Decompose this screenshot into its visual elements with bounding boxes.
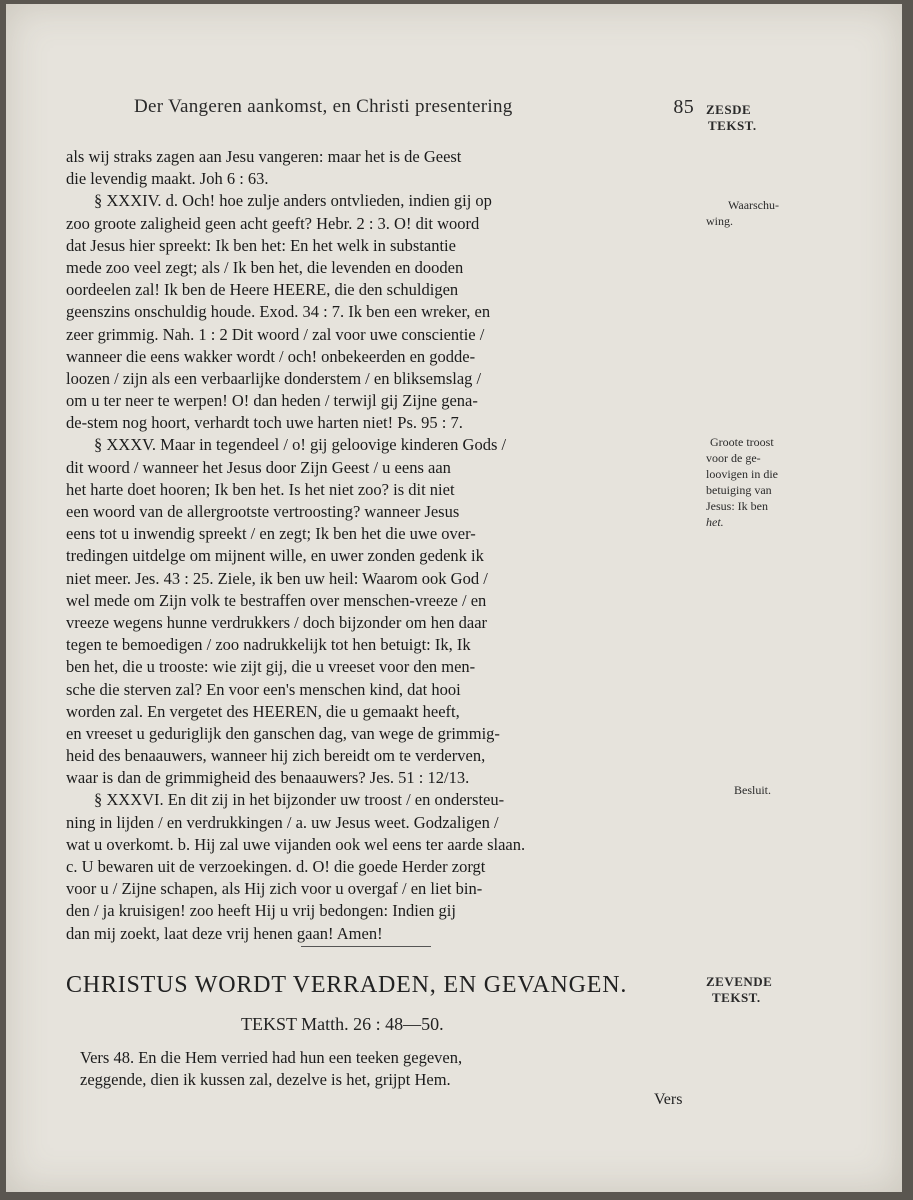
text-line: den / ja kruisigen! zoo heeft Hij u vrij bedongen: Indien gij: [66, 901, 456, 921]
margin-note-line: wing.: [706, 214, 733, 228]
margin-note-line: Jesus: Ik ben: [706, 499, 768, 513]
section-subtitle: TEKST Matth. 26 : 48—50.: [241, 1014, 444, 1034]
text-line: tegen te bemoedigen / zoo nadrukkelijk tot hen betuigt: Ik, Ik: [66, 635, 471, 655]
running-title: Der Vangeren aankomst, en Christi presentering: [134, 96, 513, 117]
text-line: § XXXIV. d. Och! hoe zulje anders ontvlieden, indien gij op: [94, 191, 492, 211]
text-line: wanneer die eens wakker wordt / och! onbekeerden en godde-: [66, 346, 476, 366]
text-line: mede zoo veel zegt; als / Ik ben het, die levenden en dooden: [66, 257, 464, 277]
margin-note-line: het.: [706, 515, 724, 529]
text-line: wat u overkomt. b. Hij zal uwe vijanden ook wel eens ter aarde slaan.: [66, 834, 526, 854]
text-line: om u ter neer te werpen! O! dan heden / terwijl gij Zijne gena-: [66, 391, 478, 411]
body-text: [66, 146, 698, 945]
margin-note-line: Groote troost: [710, 435, 774, 449]
catchword: Vers: [654, 1091, 683, 1108]
text-line: c. U bewaren uit de verzoekingen. d. O! die goede Herder zorgt: [66, 857, 486, 876]
text-line: wel mede om Zijn volk te bestraffen over menschen-vreeze / en: [66, 590, 487, 610]
text-line: tredingen uitdelge om mijnent wille, en uwer zonden gedenk ik: [66, 546, 484, 566]
verse-line: Vers 48. En die Hem verried had hun een teeken gegeven,: [80, 1048, 463, 1067]
page-number: 85: [673, 96, 694, 118]
text-line: een woord van de allergrootste vertroosting? wanneer Jesus: [66, 502, 460, 521]
text-line: dan mij zoekt, laat deze vrij henen gaan! Amen!: [66, 923, 383, 943]
text-line: als wij straks zagen aan Jesu vangeren: maar het is de Geest: [66, 147, 462, 166]
text-line: dat Jesus hier spreekt: Ik ben het: En het welk in substantie: [66, 235, 456, 255]
text-line: waar is dan de grimmigheid des benaauwers? Jes. 51 : 12/13.: [66, 768, 470, 788]
section-divider: [301, 946, 431, 947]
text-line: en vreeset u geduriglijk den ganschen dag, van wege de grimmig-: [66, 723, 500, 743]
text-line: vreeze wegens hunne verdrukkers / doch bijzonder om hen daar: [66, 612, 488, 632]
margin-note-groote-troost: [706, 434, 806, 530]
margin-note-line: TEKST.: [712, 990, 761, 1005]
text-line: heid des benaauwers, wanneer hij zich bereidt om te verderven,: [66, 746, 486, 766]
margin-note-line: voor de ge-: [706, 451, 761, 465]
text-line: de-stem nog hoort, verhardt toch uwe harten niet! Ps. 95 : 7.: [66, 413, 463, 433]
book-page: [6, 4, 902, 1192]
text-line: § XXXVI. En dit zij in het bijzonder uw troost / en ondersteu-: [94, 790, 505, 810]
margin-note-waarschuwing: [706, 197, 806, 229]
verse-line: zeggende, dien ik kussen zal, dezelve is het, grijpt Hem.: [80, 1070, 451, 1089]
text-line: zoo groote zaligheid geen acht geeft? Hebr. 2 : 3. O! dit woord: [66, 213, 480, 233]
text-line: het harte doet hooren; Ik ben het. Is het niet zoo? is dit niet: [66, 479, 455, 499]
text-line: ben het, die u trooste: wie zijt gij, die u vreeset voor den men-: [66, 657, 476, 677]
text-line: voor u / Zijne schapen, als Hij zich voor u overgaf / en liet bin-: [66, 879, 483, 899]
text-line: sche die sterven zal? En voor een's menschen kind, dat hooi: [66, 679, 461, 699]
text-line: geenszins onschuldig houde. Exod. 34 : 7. Ik ben een wreker, en: [66, 302, 491, 322]
text-line: niet meer. Jes. 43 : 25. Ziele, ik ben uw heil: Waarom ook God /: [66, 568, 488, 588]
text-line: loozen / zijn als een verbaarlijke donderstem / en bliksemslag /: [66, 368, 482, 388]
text-line: worden zal. En vergetet des HEEREN, die u gemaakt heeft,: [66, 701, 460, 721]
section-title: CHRISTUS WORDT VERRADEN, EN GEVANGEN.: [66, 972, 628, 998]
margin-note-line: ZESDE: [706, 102, 752, 117]
margin-note-line: loovigen in die: [706, 467, 778, 481]
text-line: § XXXV. Maar in tegendeel / o! gij geloovige kinderen Gods /: [94, 435, 507, 455]
margin-note-line: betuiging van: [706, 483, 772, 497]
text-line: dit woord / wanneer het Jesus door Zijn Geest / u eens aan: [66, 457, 451, 477]
text-line: die levendig maakt. Joh 6 : 63.: [66, 169, 269, 189]
margin-note-line: Waarschu-: [728, 198, 780, 212]
margin-note-line: ZEVENDE: [706, 974, 773, 989]
margin-note-zevende-tekst: [706, 974, 806, 1006]
text-line: zeer grimmig. Nah. 1 : 2 Dit woord / zal voor uwe conscientie /: [66, 324, 485, 344]
margin-note-zesde-tekst: [706, 102, 806, 134]
text-line: ning in lijden / en verdrukkingen / a. uw Jesus weet. Godzaligen /: [66, 812, 499, 832]
text-line: eens tot u inwendig spreekt / en zegt; Ik ben het die uwe over-: [66, 524, 476, 544]
verse-text: [80, 1047, 700, 1091]
margin-note-besluit: [706, 782, 806, 798]
text-line: oordeelen zal! Ik ben de Heere HEERE, die den schuldigen: [66, 280, 459, 300]
margin-note-line: TEKST.: [708, 118, 757, 133]
margin-note-line: Besluit.: [734, 783, 772, 797]
